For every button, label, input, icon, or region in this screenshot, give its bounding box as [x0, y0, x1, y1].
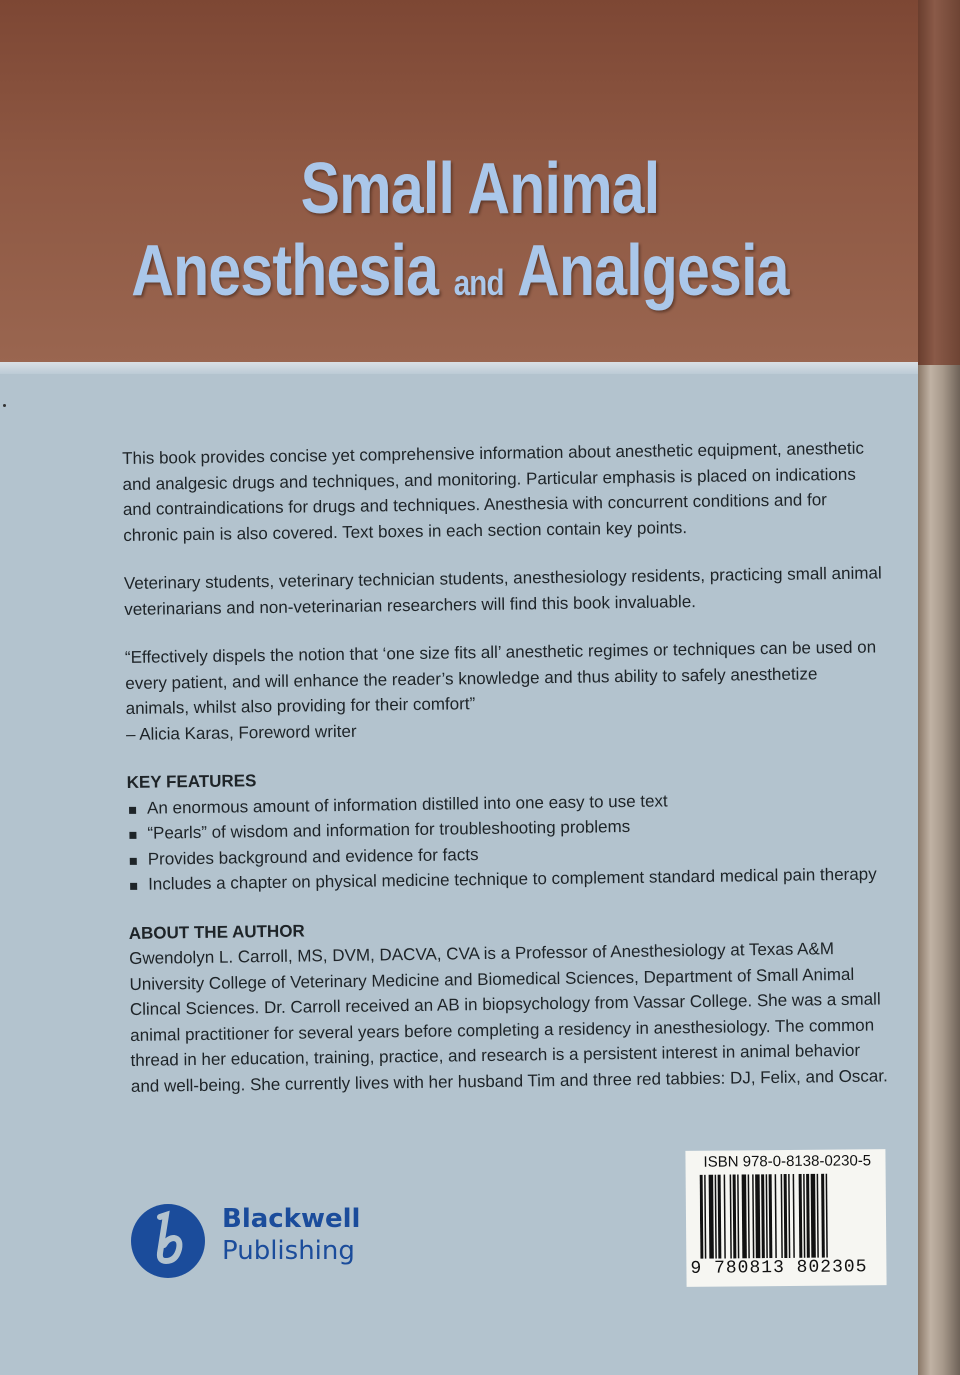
publisher-name [222, 1203, 360, 1267]
book-title [0, 148, 925, 324]
isbn-number: ISBN 978-0-8138-0230-5 [703, 1152, 872, 1171]
key-features-list [127, 785, 888, 898]
title-word-and: and [453, 262, 504, 303]
title-line-2 [50, 230, 870, 324]
title-line-1: Small Animal [300, 149, 660, 229]
cover-text-body [122, 435, 891, 1099]
key-features-heading: KEY FEATURES [126, 771, 257, 792]
publisher-line-2: Publishing [222, 1236, 355, 1266]
quote-text: “Effectively dispels the notion that ‘one size fits all’ anesthetic regimes or techniques can be used on every patient, and will enhance the reader’s knowledge and thus ability to safely anesthetize animals, whilst also providing for their comfort” [124, 637, 877, 718]
key-feature-item: An enormous amount of information distilled into one easy to use text [127, 785, 887, 821]
key-feature-item: “Pearls” of wisdom and information for troubleshooting problems [127, 810, 887, 846]
key-feature-item: Includes a chapter on physical medicine technique to complement standard medical pain therapy [128, 861, 888, 897]
description-paragraph-1: This book provides concise yet comprehensive information about anesthetic equipment, anesthetic and analgesic drugs and techniques, and monitoring. Particular emphasis is placed on indications and contraindications for drugs and techniques. Anesthesia with concurrent conditions and for chronic pain is also covered. Text boxes in each section contain key points. [122, 438, 865, 545]
quote-block [125, 634, 886, 747]
speck [3, 404, 6, 407]
barcode-digits: 9 780813 802305 [690, 1257, 868, 1279]
book-spine-top [918, 0, 960, 365]
barcode-icon [700, 1173, 873, 1258]
about-author-text: Gwendolyn L. Carroll, MS, DVM, DACVA, CVA is a Professor of Anesthesiology at Texas A&M University College of Veterinary Medicine and Biomedical Sciences, Department of Small Animal Clincal Sciences. Dr. Carroll received an AB in biopsychology from Vassar College. She was a small animal practitioner for several years before completing a residency in anesthesiology. The common thread in her education, training, practice, and research is a persistent interest in animal behavior and well-being. She currently lives with her husband Tim and three red tabbies: DJ, Felix, and Oscar. [129, 939, 888, 1096]
key-features-section [127, 759, 889, 897]
isbn-barcode-box [685, 1149, 886, 1287]
title-band-edge [0, 362, 925, 374]
about-author-section [129, 910, 891, 1099]
quote-author: – Alicia Karas, Foreword writer [125, 721, 357, 744]
blackwell-b-logo-icon [130, 1203, 206, 1279]
about-author-heading: ABOUT THE AUTHOR [128, 920, 305, 943]
publisher-line-1: Blackwell [222, 1204, 361, 1234]
title-word-analgesia: Analgesia [517, 231, 789, 311]
description-paragraph-2: Veterinary students, veterinary technician students, anesthesiology residents, practicing small animal veterinarians and non-veterinarian researchers will find this book invaluable. [123, 563, 882, 619]
key-feature-item: Provides background and evidence for facts [128, 836, 888, 872]
title-word-anesthesia: Anesthesia [131, 231, 439, 311]
